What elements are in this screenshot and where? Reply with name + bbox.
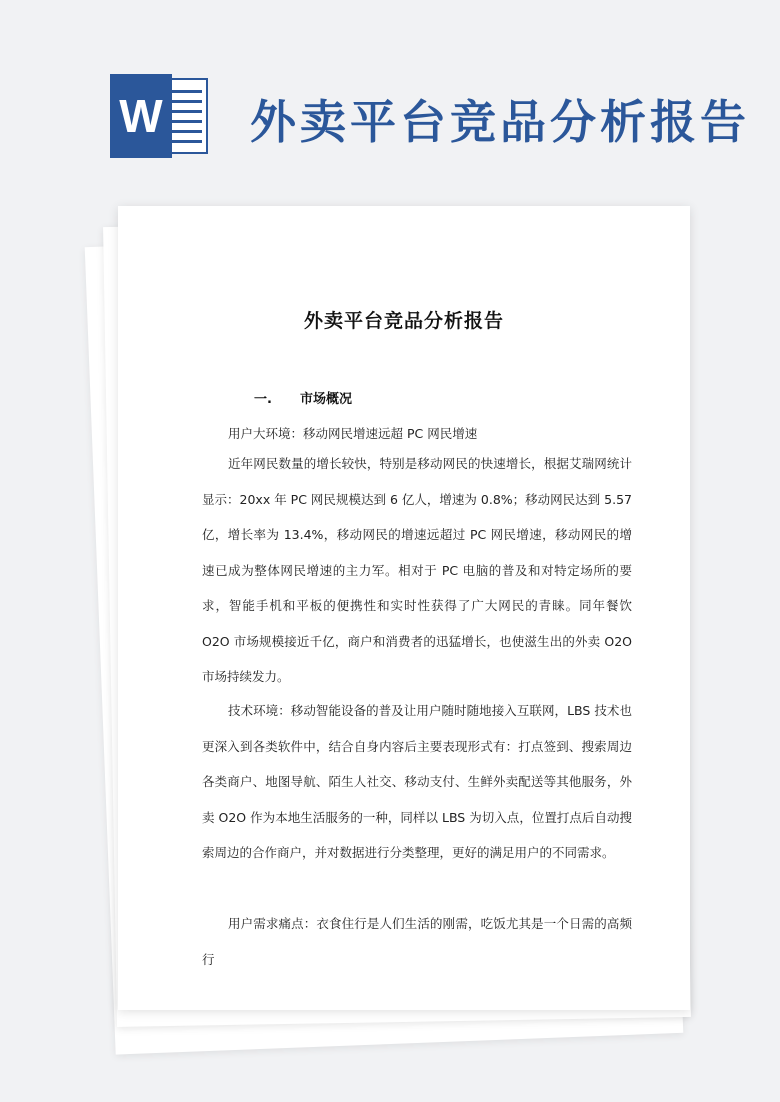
word-app-icon: [106, 70, 212, 162]
section-heading: [254, 388, 352, 407]
document-title: 外卖平台竞品分析报告: [303, 310, 504, 332]
paragraph-user-environment-heading: 用户大环境：移动网民增速远超 PC 网民增速: [228, 426, 478, 441]
banner: [0, 0, 780, 200]
banner-title: 外卖平台竞品分析报告: [250, 95, 750, 149]
word-letter: W: [110, 74, 172, 158]
paragraph-tech-environment: 技术环境：移动智能设备的普及让用户随时随地接入互联网，LBS 技术也更深入到各类软件中，结合自身内容后主要表现形式有：打点签到、搜索周边各类商户、地图导航、陌生人社交、移动支付、生鲜外卖配送等其他服务，外卖 O2O 作为本地生活服务的一种，同样以 LBS 为切入点，位置打点后自动搜索周边的合作商户，并对数据进行分类整理，更好的满足用户的不同需求。: [202, 703, 632, 860]
paragraph-user-environment: 近年网民数量的增长较快，特别是移动网民的快速增长，根据艾瑞网统计显示：20xx 年 PC 网民规模达到 6 亿人，增速为 0.8%；移动网民达到 5.57 亿，增长率为 13.4%，移动网民的增速远超过 PC 网民增速，移动网民的增速已成为整体网民增速的主力军。相对于 PC 电脑的普及和对特定场所的要求，智能手机和平板的便携性和实时性获得了广大网民的青睐。同年餐饮 O2O 市场规模接近千亿，商户和消费者的迅猛增长，也使滋生出的外卖 O2O 市场持续发力。: [202, 456, 632, 684]
section-title: 市场概况: [300, 392, 353, 407]
document-page: [118, 206, 690, 1010]
paragraph-user-pain-points: 用户需求痛点：衣食住行是人们生活的刚需，吃饭尤其是一个日需的高频行: [202, 916, 632, 967]
section-number: 一.: [254, 392, 272, 407]
